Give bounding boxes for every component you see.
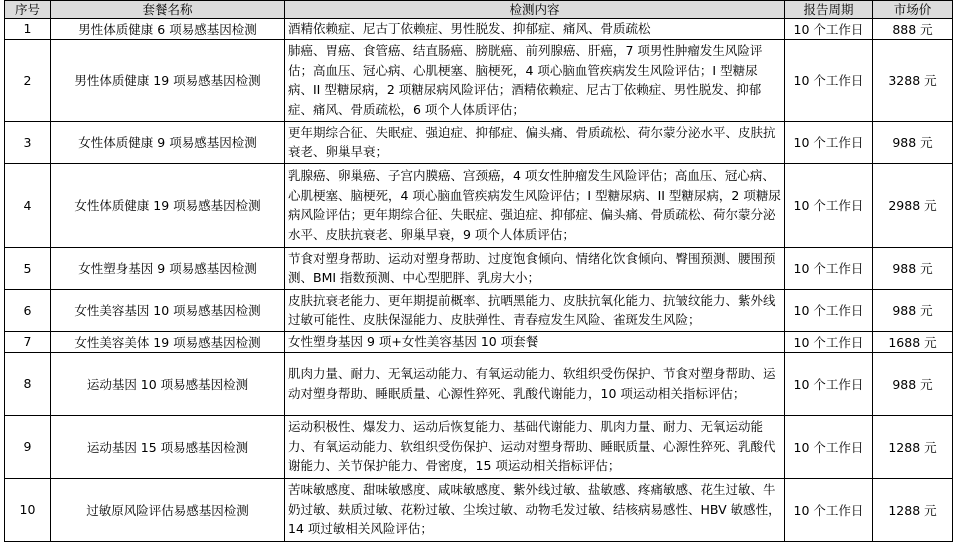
package-name: 女性体质健康 9 项易感基因检测 [51, 121, 285, 163]
report-period: 10 个工作日 [785, 247, 873, 289]
report-period: 10 个工作日 [785, 121, 873, 163]
table-row [5, 352, 953, 415]
test-content: 酒精依赖症、尼古丁依赖症、男性脱发、抑郁症、痛风、骨质疏松 [285, 19, 785, 40]
header-package-name: 套餐名称 [51, 1, 285, 19]
market-price: 988 元 [873, 352, 953, 415]
table-row [5, 19, 953, 40]
test-content: 皮肤抗衰老能力、更年期提前概率、抗晒黑能力、皮肤抗氧化能力、抗皱纹能力、紫外线过敏可能性、皮肤保湿能力、皮肤弹性、青春痘发生风险、雀斑发生风险； [285, 289, 785, 331]
table-row [5, 415, 953, 478]
market-price: 1288 元 [873, 478, 953, 541]
row-no: 5 [5, 247, 51, 289]
package-name: 运动基因 15 项易感基因检测 [51, 415, 285, 478]
report-period: 10 个工作日 [785, 415, 873, 478]
market-price: 1288 元 [873, 415, 953, 478]
header-market-price: 市场价 [873, 1, 953, 19]
header-report-period: 报告周期 [785, 1, 873, 19]
market-price: 2988 元 [873, 163, 953, 247]
test-content: 肺癌、胃癌、食管癌、结直肠癌、膀胱癌、前列腺癌、肝癌，7 项男性肿瘤发生风险评估；高血压、冠心病、心肌梗塞、脑梗死，4 项心脑血管疾病发生风险评估；I 型糖尿病、II 型糖尿病，2 项糖尿病风险评估；酒精依赖症、尼古丁依赖症、男性脱发、抑郁症、痛风、骨质疏松，6 项个人体质评估； [285, 39, 785, 121]
report-period: 10 个工作日 [785, 163, 873, 247]
row-no: 10 [5, 478, 51, 541]
test-content: 更年期综合征、失眠症、强迫症、抑郁症、偏头痛、骨质疏松、荷尔蒙分泌水平、皮肤抗衰老、卵巢早衰； [285, 121, 785, 163]
row-no: 1 [5, 19, 51, 40]
package-table [4, 0, 953, 542]
market-price: 1688 元 [873, 331, 953, 352]
package-name: 运动基因 10 项易感基因检测 [51, 352, 285, 415]
test-content: 乳腺癌、卵巢癌、子宫内膜癌、宫颈癌，4 项女性肿瘤发生风险评估；高血压、冠心病、心肌梗塞、脑梗死，4 项心脑血管疾病发生风险评估；I 型糖尿病、II 型糖尿病，2 项糖尿病风险评估；更年期综合征、失眠症、强迫症、抑郁症、偏头痛、骨质疏松、荷尔蒙分泌水平、皮肤抗衰老、卵巢早衰，9 项个人体质评估； [285, 163, 785, 247]
row-no: 6 [5, 289, 51, 331]
package-name: 女性美容美体 19 项易感基因检测 [51, 331, 285, 352]
test-content: 运动积极性、爆发力、运动后恢复能力、基础代谢能力、肌肉力量、耐力、无氧运动能力、有氧运动能力、软组织受伤保护、运动对塑身帮助、睡眠质量、心源性猝死、乳酸代谢能力、关节保护能力、骨密度，15 项运动相关指标评估； [285, 415, 785, 478]
package-name: 男性体质健康 19 项易感基因检测 [51, 39, 285, 121]
table-row [5, 247, 953, 289]
row-no: 9 [5, 415, 51, 478]
package-name: 男性体质健康 6 项易感基因检测 [51, 19, 285, 40]
report-period: 10 个工作日 [785, 331, 873, 352]
table-row [5, 163, 953, 247]
header-test-content: 检测内容 [285, 1, 785, 19]
table-row [5, 39, 953, 121]
table-row [5, 331, 953, 352]
row-no: 8 [5, 352, 51, 415]
report-period: 10 个工作日 [785, 289, 873, 331]
market-price: 988 元 [873, 289, 953, 331]
report-period: 10 个工作日 [785, 478, 873, 541]
row-no: 4 [5, 163, 51, 247]
test-content: 苦味敏感度、甜味敏感度、咸味敏感度、紫外线过敏、盐敏感、疼痛敏感、花生过敏、牛奶过敏、麸质过敏、花粉过敏、尘埃过敏、动物毛发过敏、结核病易感性、HBV 敏感性，14 项过敏相关风险评估； [285, 478, 785, 541]
row-no: 3 [5, 121, 51, 163]
header-row [5, 1, 953, 19]
package-name: 女性体质健康 19 项易感基因检测 [51, 163, 285, 247]
report-period: 10 个工作日 [785, 39, 873, 121]
table-row [5, 289, 953, 331]
market-price: 988 元 [873, 121, 953, 163]
row-no: 7 [5, 331, 51, 352]
header-no: 序号 [5, 1, 51, 19]
table-row [5, 121, 953, 163]
market-price: 3288 元 [873, 39, 953, 121]
report-period: 10 个工作日 [785, 19, 873, 40]
package-name: 女性塑身基因 9 项易感基因检测 [51, 247, 285, 289]
test-content: 女性塑身基因 9 项+女性美容基因 10 项套餐 [285, 331, 785, 352]
package-name: 女性美容基因 10 项易感基因检测 [51, 289, 285, 331]
table-row [5, 478, 953, 541]
test-content: 肌肉力量、耐力、无氧运动能力、有氧运动能力、软组织受伤保护、节食对塑身帮助、运动对塑身帮助、睡眠质量、心源性猝死、乳酸代谢能力，10 项运动相关指标评估； [285, 352, 785, 415]
test-content: 节食对塑身帮助、运动对塑身帮助、过度饱食倾向、情绪化饮食倾向、臀围预测、腰围预测、BMI 指数预测、中心型肥胖、乳房大小； [285, 247, 785, 289]
market-price: 988 元 [873, 247, 953, 289]
row-no: 2 [5, 39, 51, 121]
market-price: 888 元 [873, 19, 953, 40]
package-name: 过敏原风险评估易感基因检测 [51, 478, 285, 541]
report-period: 10 个工作日 [785, 352, 873, 415]
